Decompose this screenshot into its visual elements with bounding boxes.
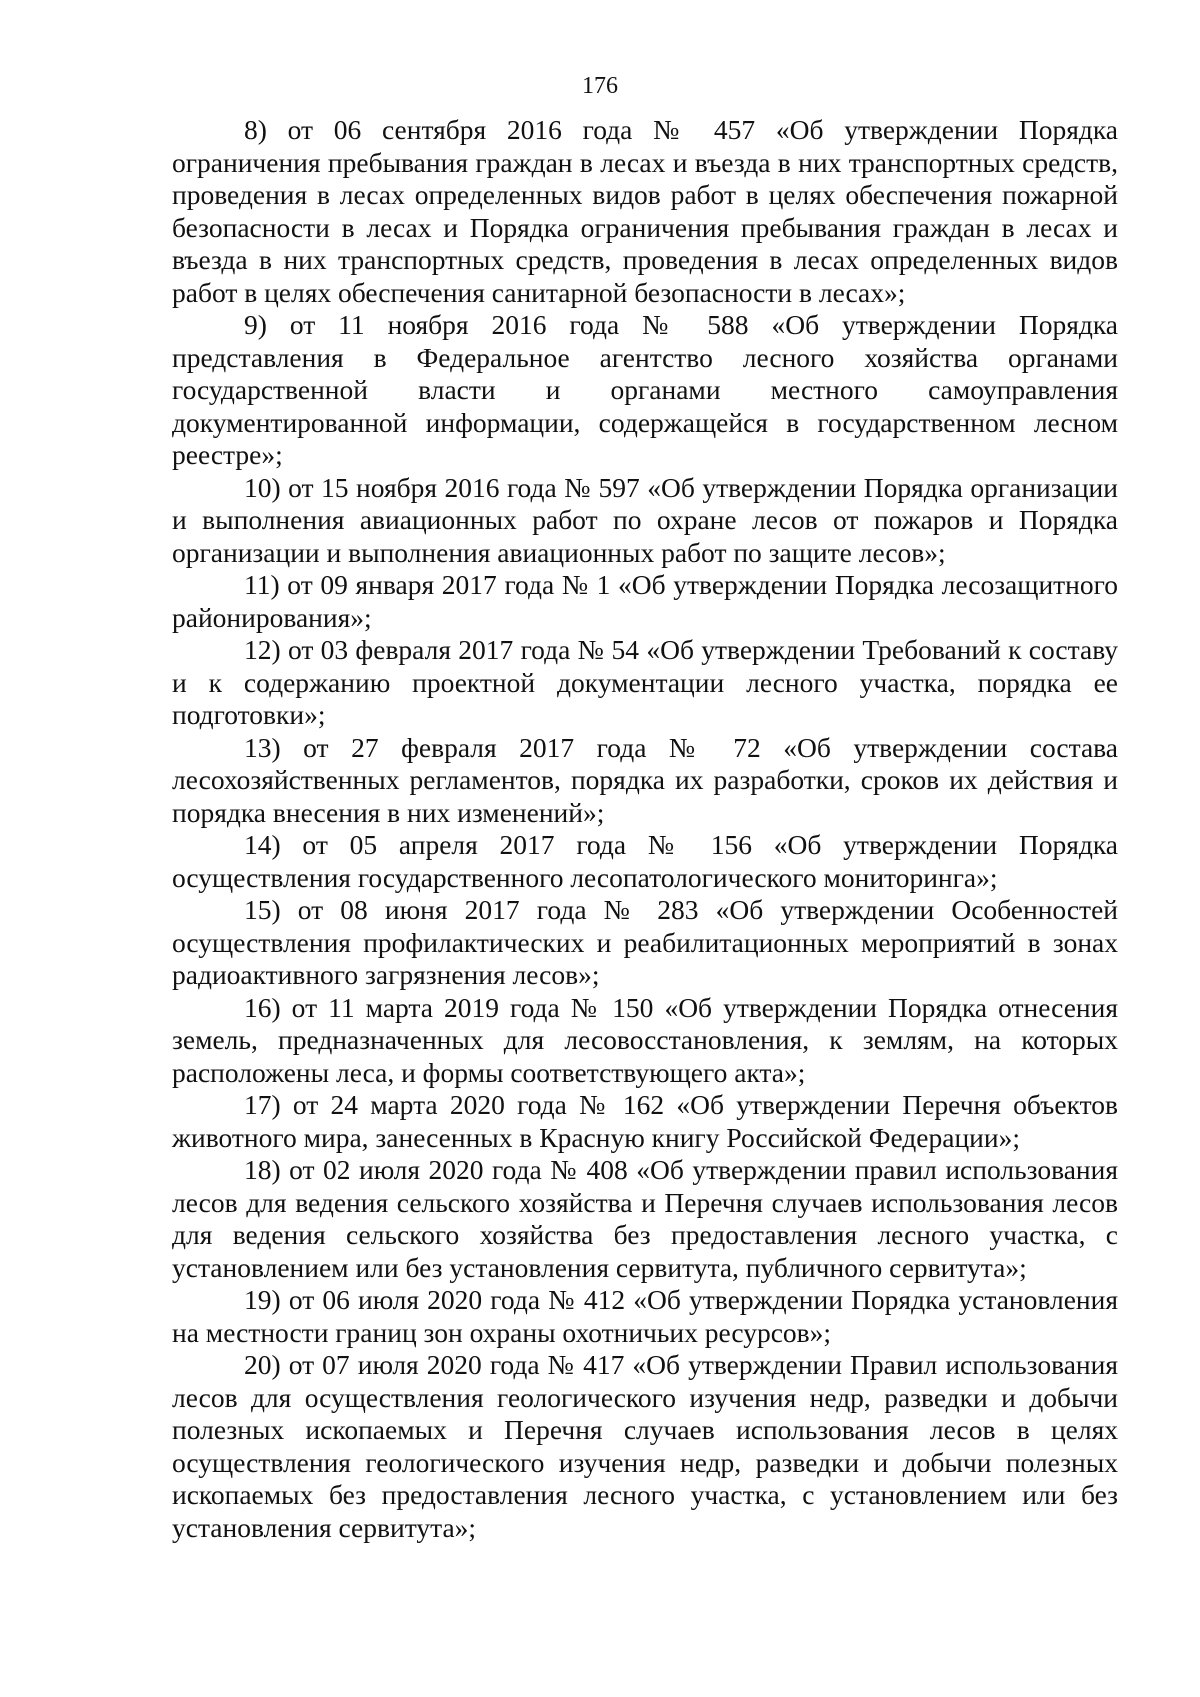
list-item: 17) от 24 марта 2020 года № 162 «Об утверждении Перечня объектов животного мира, занесенных в Красную книгу Российской Федерации»; (172, 1089, 1118, 1153)
page-number: 176 (582, 73, 618, 99)
list-item: 18) от 02 июля 2020 года № 408 «Об утверждении правил использования лесов для ведения сельского хозяйства и Перечня случаев использования лесов для ведения сельского хозяйства без предоставления лесного участка, с установлением или без установления сервитута, публичного сервитута»; (172, 1154, 1118, 1283)
list-item: 20) от 07 июля 2020 года № 417 «Об утверждении Правил использования лесов для осуществления геологического изучения недр, разведки и добычи полезных ископаемых и Перечня случаев использования лесов в целях осуществления геологического изучения недр, разведки и добычи полезных ископаемых без предоставления лесного участка, с установлением или без установления сервитута»; (172, 1349, 1118, 1543)
list-item: 13) от 27 февраля 2017 года № 72 «Об утверждении состава лесохозяйственных регламентов, порядка их разработки, сроков их действия и порядка внесения в них изменений»; (172, 731, 1118, 828)
list-item: 19) от 06 июля 2020 года № 412 «Об утверждении Порядка установления на местности границ зон охраны охотничьих ресурсов»; (172, 1284, 1118, 1348)
list-item: 10) от 15 ноября 2016 года № 597 «Об утверждении Порядка организации и выполнения авиационных работ по охране лесов от пожаров и Порядка организации и выполнения авиационных работ по защите лесов»; (172, 471, 1118, 568)
list-item: 9) от 11 ноября 2016 года № 588 «Об утверждении Порядка представления в Федеральное агентство лесного хозяйства органами государственной власти и органами местного самоуправления документированной информации, содержащейся в государственном лесном реестре»; (172, 309, 1118, 470)
document-body (172, 114, 1118, 1544)
list-item: 12) от 03 февраля 2017 года № 54 «Об утверждении Требований к составу и к содержанию проектной документации лесного участка, порядка ее подготовки»; (172, 634, 1118, 730)
list-item: 15) от 08 июня 2017 года № 283 «Об утверждении Особенностей осуществления профилактических и реабилитационных мероприятий в зонах радиоактивного загрязнения лесов»; (172, 894, 1118, 990)
list-item: 8) от 06 сентября 2016 года № 457 «Об утверждении Порядка ограничения пребывания граждан в лесах и въезда в них транспортных средств, проведения в лесах определенных видов работ в целях обеспечения пожарной безопасности в лесах и Порядка ограничения пребывания граждан в лесах и въезда в них транспортных средств, проведения в лесах определенных видов работ в целях обеспечения санитарной безопасности в лесах»; (172, 114, 1118, 308)
list-item: 11) от 09 января 2017 года № 1 «Об утверждении Порядка лесозащитного районирования»; (172, 569, 1118, 633)
list-item: 14) от 05 апреля 2017 года № 156 «Об утверждении Порядка осуществления государственного лесопатологического мониторинга»; (172, 829, 1118, 893)
list-item: 16) от 11 марта 2019 года № 150 «Об утверждении Порядка отнесения земель, предназначенных для лесовосстановления, к землям, на которых расположены леса, и формы соответствующего акта»; (172, 991, 1118, 1088)
